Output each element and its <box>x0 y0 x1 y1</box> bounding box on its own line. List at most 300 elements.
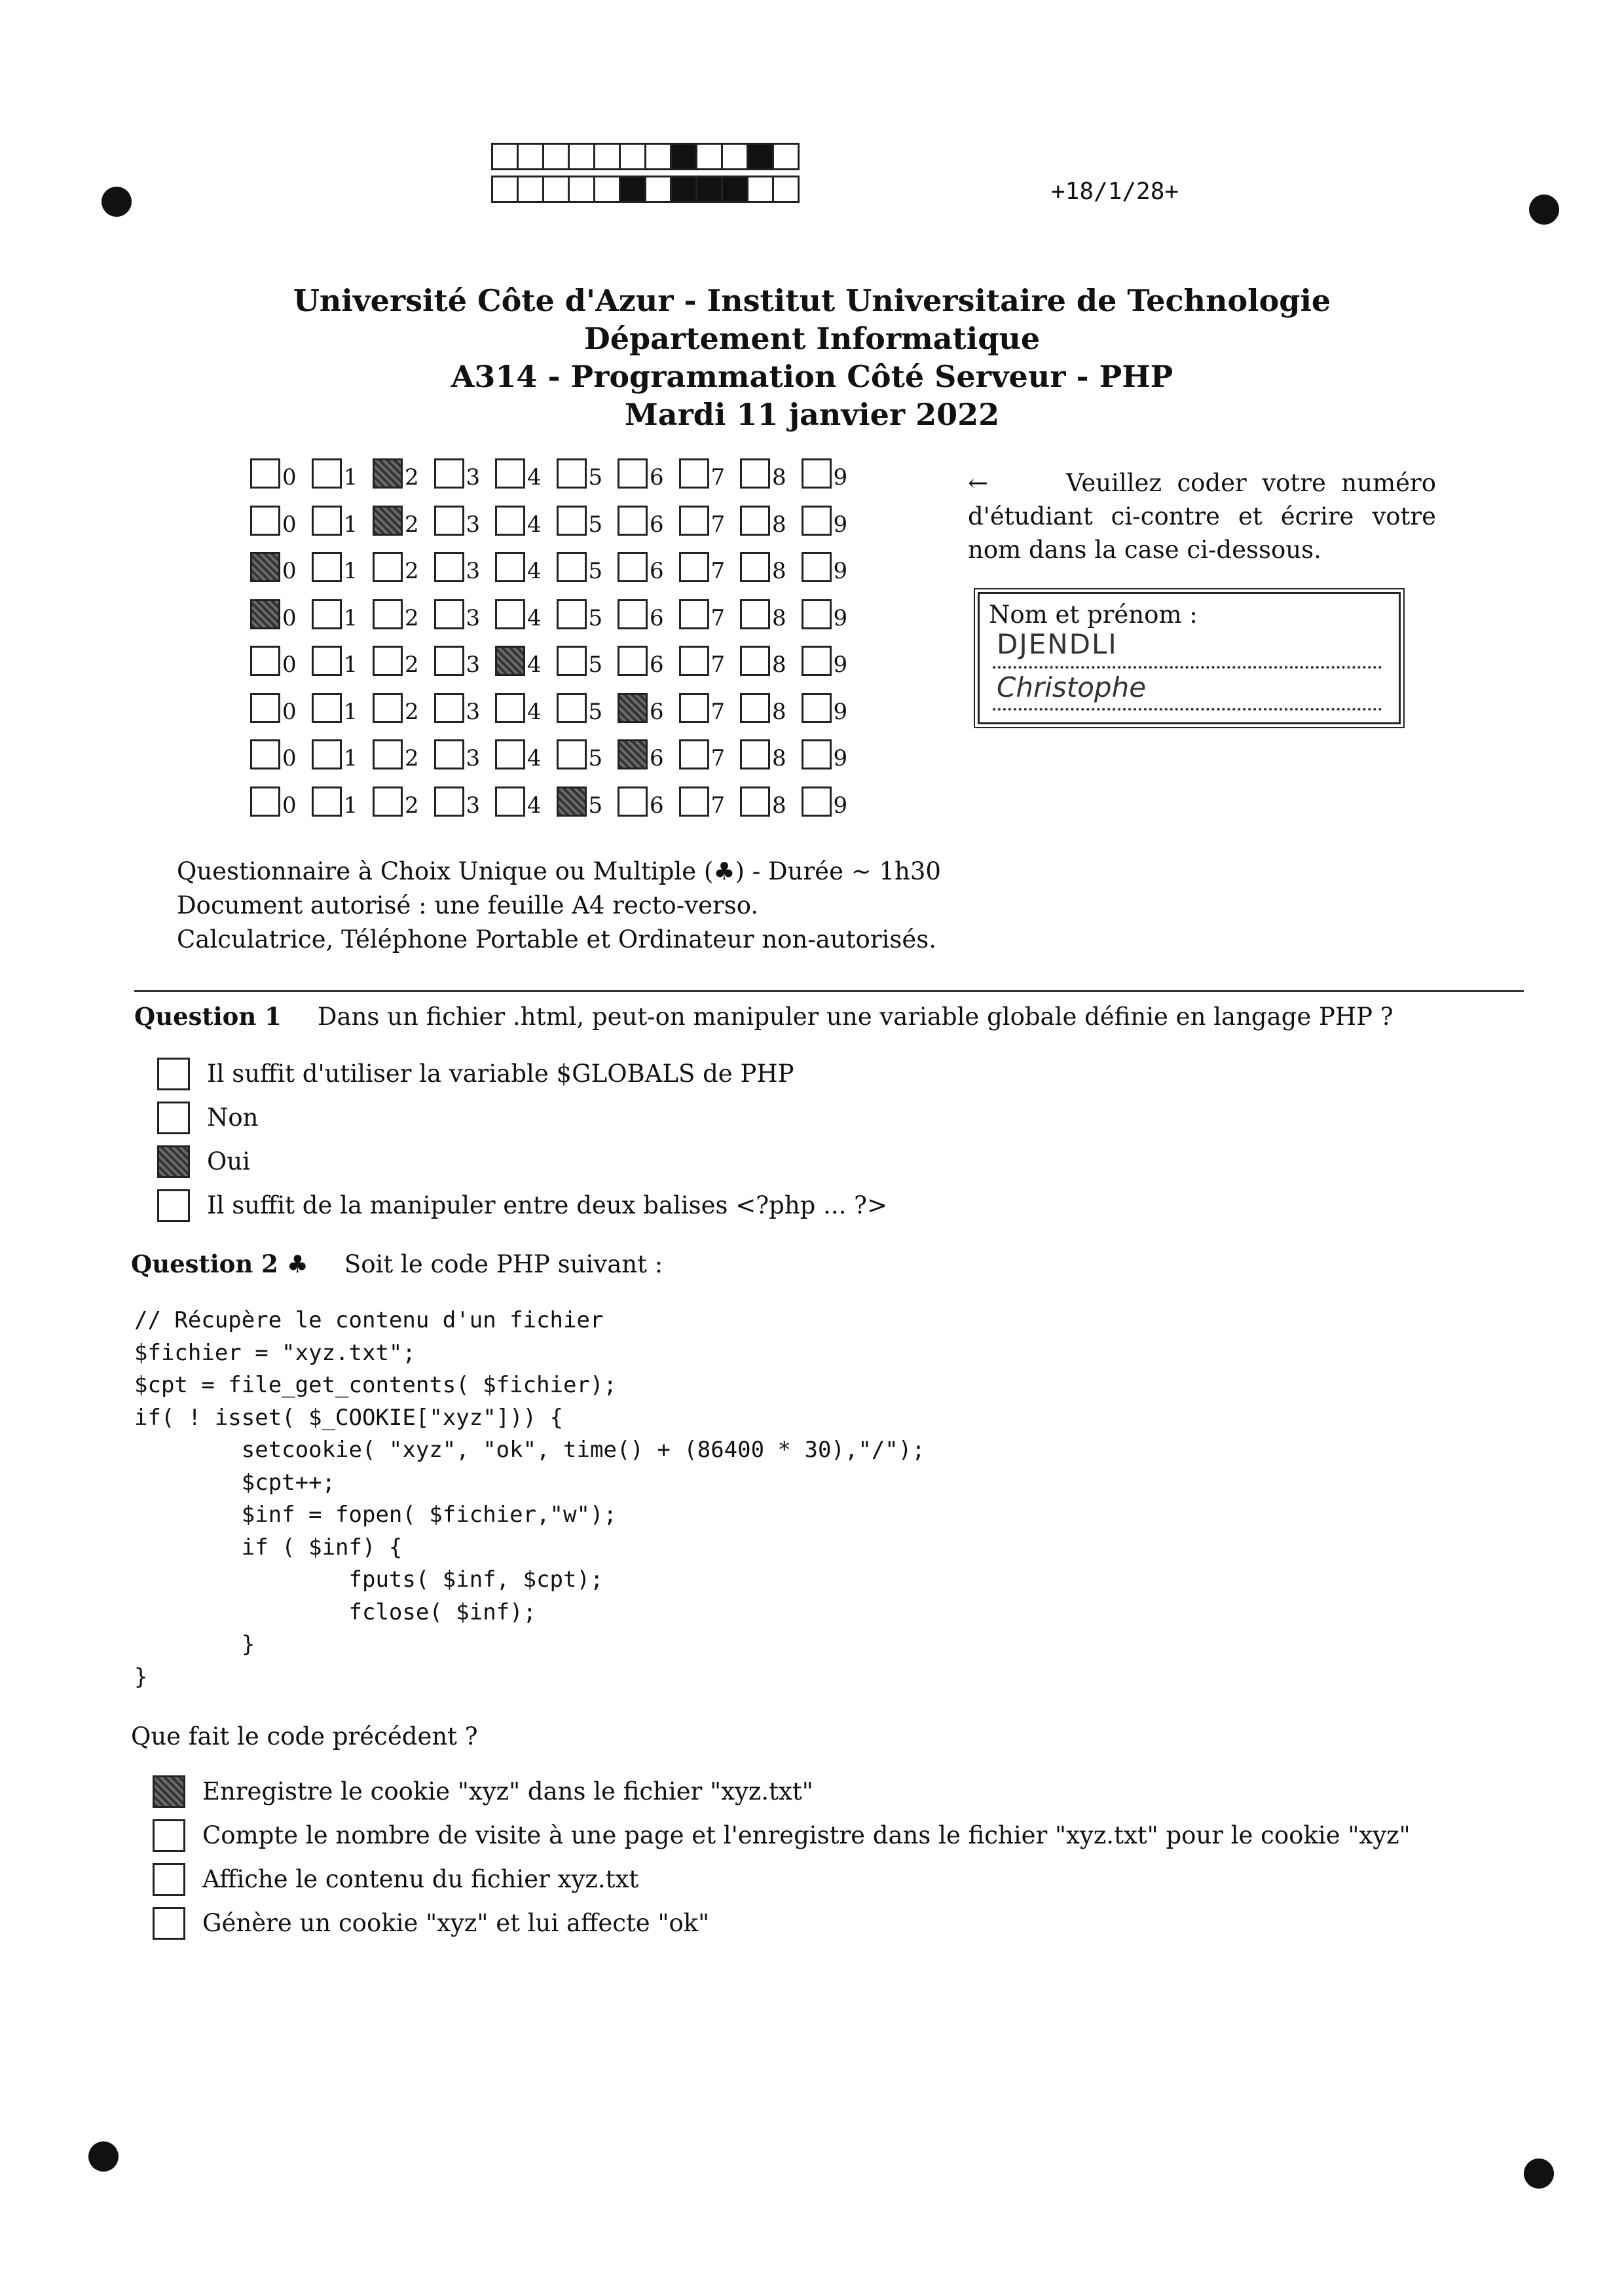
id-digit-label: 2 <box>405 745 419 771</box>
id-digit-cell[interactable] <box>740 599 802 629</box>
id-digit-label: 7 <box>710 464 726 491</box>
id-digit-cell[interactable] <box>740 646 802 676</box>
answer-label: Enregistre le cookie "xyz" dans le fichier "xyz.txt" <box>202 1777 813 1805</box>
id-digit-label: 2 <box>405 652 419 678</box>
id-digit-checkbox[interactable] <box>312 693 342 723</box>
header-course: A314 - Programmation Côté Serveur - PHP <box>451 359 1173 394</box>
answer-checkbox[interactable] <box>157 1102 190 1134</box>
id-digit-checkbox[interactable] <box>312 599 342 629</box>
id-digit-cell[interactable] <box>802 458 863 489</box>
id-digit-checkbox[interactable] <box>618 552 648 582</box>
id-digit-label: 1 <box>343 745 358 771</box>
id-digit-cell[interactable] <box>557 739 618 769</box>
id-digit-label: 7 <box>710 558 726 584</box>
id-digit-checkbox[interactable] <box>679 739 709 769</box>
id-digit-checkbox[interactable] <box>557 693 587 723</box>
id-digit-label: 3 <box>466 745 481 771</box>
question-2-answers <box>153 1769 1411 1945</box>
id-digit-checkbox[interactable] <box>618 646 648 676</box>
id-digit-cell[interactable] <box>802 787 863 817</box>
id-digit-checkbox[interactable] <box>802 599 832 629</box>
id-digit-label: 1 <box>343 792 358 819</box>
id-digit-label: 3 <box>466 792 481 819</box>
id-digit-checkbox[interactable] <box>740 646 770 676</box>
id-digit-label: 7 <box>710 698 726 725</box>
id-digit-label: 4 <box>527 604 542 631</box>
id-digit-checkbox[interactable] <box>679 646 709 676</box>
id-digit-checkbox[interactable] <box>434 739 464 769</box>
handwritten-first-name: Christophe <box>997 671 1147 703</box>
id-digit-cell[interactable] <box>679 787 741 817</box>
id-digit-cell[interactable] <box>373 599 434 629</box>
id-digit-label: 0 <box>282 698 297 725</box>
id-digit-cell[interactable] <box>740 787 802 817</box>
id-digit-label: 9 <box>833 511 848 538</box>
id-digit-checkbox[interactable] <box>250 787 280 817</box>
id-digit-label: 1 <box>343 464 358 491</box>
id-digit-cell[interactable] <box>557 646 618 676</box>
id-digit-label: 2 <box>405 464 419 491</box>
id-digit-checkbox[interactable] <box>557 739 587 769</box>
id-digit-label: 5 <box>588 745 603 771</box>
student-id-grid <box>250 458 862 833</box>
question-2-answer-2[interactable] <box>153 1813 1411 1857</box>
id-digit-checkbox[interactable] <box>495 599 525 629</box>
php-code-block: // Récupère le contenu d'un fichier $fichier = "xyz.txt"; $cpt = file_get_contents( $fichier); if( ! isset( $_COOKIE["xyz"])) { setcookie( "xyz", "ok", time() + (86400 * 30),"/"); $cpt++; $inf = fopen( $fichier,"w"); if ( $inf) { fputs( $inf, $cpt); fclose( $inf); } } <box>134 1307 925 1690</box>
id-digit-label: 1 <box>343 558 358 584</box>
id-digit-label: 4 <box>527 745 542 771</box>
id-digit-checkbox[interactable] <box>373 787 403 817</box>
id-digit-checkbox[interactable] <box>495 506 525 536</box>
id-digit-checkbox-filled[interactable] <box>557 787 587 817</box>
id-digit-cell[interactable] <box>557 787 618 817</box>
id-digit-checkbox[interactable] <box>802 458 832 489</box>
id-digit-cell[interactable] <box>740 458 802 489</box>
id-digit-checkbox[interactable] <box>740 506 770 536</box>
exam-info-line-1: Questionnaire à Choix Unique ou Multiple (♣) - Durée ∼ 1h30 <box>177 857 941 885</box>
registration-mark-bottom-right <box>1524 2158 1554 2189</box>
id-digit-checkbox[interactable] <box>495 787 525 817</box>
header-department: Département Informatique <box>583 321 1041 356</box>
id-digit-checkbox[interactable] <box>557 552 587 582</box>
id-digit-checkbox[interactable] <box>802 693 832 723</box>
id-grid-row <box>250 646 862 693</box>
id-digit-checkbox[interactable] <box>250 506 280 536</box>
id-digit-label: 9 <box>833 604 848 631</box>
id-digit-label: 4 <box>527 698 542 725</box>
question-2-prompt: Que fait le code précédent ? <box>131 1722 478 1750</box>
id-digit-checkbox[interactable] <box>434 646 464 676</box>
handwritten-last-name: DJENDLI <box>997 628 1118 660</box>
id-digit-checkbox[interactable] <box>740 739 770 769</box>
id-digit-label: 2 <box>405 698 419 725</box>
id-digit-checkbox[interactable] <box>495 552 525 582</box>
id-digit-cell[interactable] <box>495 506 557 536</box>
id-digit-cell[interactable] <box>250 787 312 817</box>
id-digit-cell[interactable] <box>312 739 373 769</box>
id-digit-cell[interactable] <box>557 458 618 489</box>
answer-checkbox-checked[interactable] <box>157 1145 190 1178</box>
registration-mark-top-right <box>1529 194 1559 225</box>
id-digit-label: 8 <box>772 652 786 678</box>
id-grid-row <box>250 739 862 787</box>
id-digit-checkbox[interactable] <box>618 787 648 817</box>
id-digit-checkbox[interactable] <box>679 552 709 582</box>
id-digit-cell[interactable] <box>557 599 618 629</box>
answer-label: Compte le nombre de visite à une page et l'enregistre dans le fichier "xyz.txt" pour le cookie "xyz" <box>202 1821 1411 1849</box>
name-box[interactable] <box>978 592 1401 724</box>
id-digit-checkbox-filled[interactable] <box>250 599 280 629</box>
question-1-answer-3[interactable] <box>157 1139 887 1183</box>
id-digit-checkbox-filled[interactable] <box>250 552 280 582</box>
id-digit-checkbox-filled[interactable] <box>373 506 403 536</box>
id-digit-cell[interactable] <box>312 552 373 582</box>
id-digit-checkbox-filled[interactable] <box>618 693 648 723</box>
id-digit-checkbox[interactable] <box>495 458 525 489</box>
id-digit-cell[interactable] <box>618 693 679 723</box>
id-digit-label: 3 <box>466 511 481 538</box>
id-digit-label: 8 <box>772 745 786 771</box>
id-digit-cell[interactable] <box>434 458 496 489</box>
question-1-number: Question 1 <box>134 1002 282 1031</box>
answer-checkbox[interactable] <box>153 1863 185 1896</box>
answer-label: Il suffit de la manipuler entre deux balises <?php ... ?> <box>207 1191 887 1219</box>
id-digit-label: 1 <box>343 698 358 725</box>
id-digit-checkbox[interactable] <box>495 693 525 723</box>
id-digit-cell[interactable] <box>434 693 496 723</box>
id-digit-label: 0 <box>282 792 297 819</box>
id-digit-cell[interactable] <box>250 693 312 723</box>
scan-barcode-bottom <box>491 176 798 203</box>
exam-info <box>177 855 941 957</box>
id-digit-label: 5 <box>588 698 603 725</box>
id-digit-label: 6 <box>650 558 664 584</box>
id-digit-cell[interactable] <box>434 787 496 817</box>
id-digit-cell[interactable] <box>802 552 863 582</box>
answer-checkbox-checked[interactable] <box>153 1775 185 1808</box>
id-digit-checkbox[interactable] <box>679 506 709 536</box>
separator-line <box>134 990 1524 992</box>
id-digit-cell[interactable] <box>618 458 679 489</box>
question-1-answer-2[interactable] <box>157 1096 887 1139</box>
id-digit-cell[interactable] <box>434 506 496 536</box>
id-digit-cell[interactable] <box>373 458 434 489</box>
id-digit-label: 6 <box>650 652 664 678</box>
id-digit-cell[interactable] <box>373 506 434 536</box>
header-university: Université Côte d'Azur - Institut Universitaire de Technologie <box>293 283 1331 318</box>
id-digit-label: 6 <box>650 745 664 771</box>
id-digit-cell[interactable] <box>802 646 863 676</box>
id-digit-checkbox[interactable] <box>434 693 464 723</box>
id-digit-checkbox[interactable] <box>312 552 342 582</box>
id-digit-cell[interactable] <box>557 506 618 536</box>
id-digit-checkbox[interactable] <box>557 599 587 629</box>
question-2-answer-4[interactable] <box>153 1901 1411 1945</box>
id-grid-row <box>250 693 862 740</box>
id-digit-checkbox[interactable] <box>679 693 709 723</box>
id-digit-cell[interactable] <box>434 739 496 769</box>
id-digit-label: 5 <box>588 792 603 819</box>
id-digit-cell[interactable] <box>373 552 434 582</box>
id-digit-cell[interactable] <box>373 787 434 817</box>
id-digit-cell[interactable] <box>312 506 373 536</box>
question-1-answer-1[interactable] <box>157 1052 887 1096</box>
id-digit-checkbox[interactable] <box>373 599 403 629</box>
answer-label: Affiche le contenu du fichier xyz.txt <box>202 1865 639 1893</box>
id-digit-cell[interactable] <box>495 739 557 769</box>
id-digit-label: 0 <box>282 745 297 771</box>
id-digit-cell[interactable] <box>618 552 679 582</box>
id-digit-label: 9 <box>833 652 848 678</box>
question-2-text: Soit le code PHP suivant : <box>344 1250 663 1278</box>
id-digit-checkbox[interactable] <box>740 599 770 629</box>
answer-label: Non <box>207 1103 259 1132</box>
id-digit-checkbox[interactable] <box>312 506 342 536</box>
id-digit-label: 7 <box>710 652 726 678</box>
id-digit-cell[interactable] <box>495 552 557 582</box>
id-digit-checkbox[interactable] <box>802 646 832 676</box>
id-digit-checkbox[interactable] <box>495 739 525 769</box>
id-digit-checkbox[interactable] <box>373 646 403 676</box>
id-digit-checkbox[interactable] <box>740 787 770 817</box>
id-digit-cell[interactable] <box>495 599 557 629</box>
question-2-answer-3[interactable] <box>153 1857 1411 1901</box>
id-digit-cell[interactable] <box>312 458 373 489</box>
id-digit-cell[interactable] <box>679 506 741 536</box>
id-digit-checkbox[interactable] <box>434 787 464 817</box>
header-date: Mardi 11 janvier 2022 <box>624 397 1000 432</box>
id-digit-label: 8 <box>772 464 786 491</box>
name-label: Nom et prénom : <box>989 601 1198 629</box>
registration-mark-bottom-left <box>88 2141 119 2172</box>
id-digit-checkbox[interactable] <box>679 787 709 817</box>
id-digit-label: 4 <box>527 464 542 491</box>
id-digit-checkbox[interactable] <box>802 506 832 536</box>
id-digit-checkbox[interactable] <box>679 458 709 489</box>
id-grid-row <box>250 506 862 553</box>
id-digit-checkbox[interactable] <box>312 458 342 489</box>
answer-checkbox[interactable] <box>157 1058 190 1090</box>
id-digit-cell[interactable] <box>250 599 312 629</box>
id-digit-cell[interactable] <box>679 646 741 676</box>
id-grid-row <box>250 458 862 506</box>
id-digit-cell[interactable] <box>434 646 496 676</box>
id-digit-label: 0 <box>282 652 297 678</box>
id-digit-cell[interactable] <box>740 506 802 536</box>
id-instructions <box>968 466 1436 566</box>
id-digit-cell[interactable] <box>679 458 741 489</box>
id-digit-label: 5 <box>588 652 603 678</box>
id-digit-checkbox[interactable] <box>802 739 832 769</box>
id-digit-checkbox[interactable] <box>250 693 280 723</box>
id-digit-cell[interactable] <box>250 646 312 676</box>
id-digit-cell[interactable] <box>250 739 312 769</box>
id-digit-cell[interactable] <box>495 458 557 489</box>
id-digit-cell[interactable] <box>802 506 863 536</box>
id-digit-label: 3 <box>466 652 481 678</box>
id-digit-cell[interactable] <box>802 599 863 629</box>
instructions-text: Veuillez coder votre numéro d'étudiant ci-contre et écrire votre nom dans la case ci-dessous. <box>968 469 1436 564</box>
id-digit-cell[interactable] <box>802 693 863 723</box>
id-digit-checkbox[interactable] <box>740 458 770 489</box>
exam-header <box>0 282 1624 434</box>
id-digit-label: 6 <box>650 792 664 819</box>
id-digit-cell[interactable] <box>312 599 373 629</box>
id-digit-checkbox[interactable] <box>802 552 832 582</box>
id-digit-cell[interactable] <box>557 693 618 723</box>
answer-checkbox[interactable] <box>157 1189 190 1222</box>
id-digit-checkbox[interactable] <box>250 458 280 489</box>
id-digit-label: 0 <box>282 604 297 631</box>
id-digit-cell[interactable] <box>740 739 802 769</box>
id-digit-cell[interactable] <box>495 787 557 817</box>
question-1-answer-4[interactable] <box>157 1183 887 1227</box>
id-digit-cell[interactable] <box>740 693 802 723</box>
id-digit-label: 9 <box>833 698 848 725</box>
id-digit-cell[interactable] <box>679 552 741 582</box>
id-digit-checkbox[interactable] <box>373 693 403 723</box>
id-digit-cell[interactable] <box>679 693 741 723</box>
id-digit-label: 5 <box>588 511 603 538</box>
exam-info-line-2: Document autorisé : une feuille A4 recto-verso. <box>177 891 759 919</box>
id-digit-checkbox[interactable] <box>434 506 464 536</box>
id-digit-checkbox-filled[interactable] <box>495 646 525 676</box>
exam-info-line-3: Calculatrice, Téléphone Portable et Ordinateur non-autorisés. <box>177 925 936 954</box>
id-digit-checkbox[interactable] <box>557 506 587 536</box>
id-digit-checkbox[interactable] <box>618 506 648 536</box>
id-digit-cell[interactable] <box>740 552 802 582</box>
id-digit-cell[interactable] <box>618 787 679 817</box>
id-digit-checkbox[interactable] <box>373 552 403 582</box>
id-grid-row <box>250 599 862 646</box>
id-digit-cell[interactable] <box>434 599 496 629</box>
id-digit-label: 9 <box>833 464 848 491</box>
id-grid-row <box>250 787 862 834</box>
id-digit-label: 3 <box>466 464 481 491</box>
id-digit-label: 2 <box>405 558 419 584</box>
id-digit-checkbox[interactable] <box>434 458 464 489</box>
question-2-answer-1[interactable] <box>153 1769 1411 1813</box>
id-digit-label: 6 <box>650 511 664 538</box>
left-arrow-icon: ← <box>968 469 989 497</box>
id-digit-label: 1 <box>343 604 358 631</box>
id-digit-label: 4 <box>527 558 542 584</box>
id-digit-checkbox[interactable] <box>434 552 464 582</box>
id-digit-cell[interactable] <box>679 599 741 629</box>
id-digit-label: 6 <box>650 604 664 631</box>
id-digit-cell[interactable] <box>434 552 496 582</box>
registration-mark-top-left <box>101 187 132 217</box>
id-digit-cell[interactable] <box>373 646 434 676</box>
question-2-title <box>131 1250 663 1278</box>
id-digit-checkbox[interactable] <box>312 787 342 817</box>
id-digit-checkbox[interactable] <box>740 552 770 582</box>
id-digit-label: 9 <box>833 558 848 584</box>
id-digit-cell[interactable] <box>312 787 373 817</box>
id-digit-cell[interactable] <box>250 552 312 582</box>
id-digit-checkbox[interactable] <box>373 739 403 769</box>
id-digit-label: 3 <box>466 698 481 725</box>
id-digit-cell[interactable] <box>250 506 312 536</box>
id-digit-cell[interactable] <box>495 646 557 676</box>
id-digit-cell[interactable] <box>802 739 863 769</box>
id-digit-cell[interactable] <box>250 458 312 489</box>
id-digit-label: 0 <box>282 558 297 584</box>
id-digit-label: 3 <box>466 558 481 584</box>
id-digit-label: 9 <box>833 745 848 771</box>
id-digit-checkbox-filled[interactable] <box>373 458 403 489</box>
id-digit-cell[interactable] <box>495 693 557 723</box>
id-digit-label: 8 <box>772 558 786 584</box>
question-2-number: Question 2 ♣ <box>131 1250 308 1278</box>
id-digit-checkbox[interactable] <box>312 739 342 769</box>
id-digit-cell[interactable] <box>373 739 434 769</box>
answer-checkbox[interactable] <box>153 1819 185 1852</box>
id-digit-label: 2 <box>405 511 419 538</box>
id-digit-checkbox[interactable] <box>618 458 648 489</box>
id-digit-checkbox[interactable] <box>802 787 832 817</box>
id-digit-cell[interactable] <box>618 739 679 769</box>
question-1-title <box>134 1002 1393 1031</box>
id-digit-label: 4 <box>527 652 542 678</box>
id-digit-label: 9 <box>833 792 848 819</box>
id-digit-cell[interactable] <box>373 693 434 723</box>
id-digit-label: 5 <box>588 558 603 584</box>
answer-label: Génère un cookie "xyz" et lui affecte "ok" <box>202 1909 710 1937</box>
answer-label: Il suffit d'utiliser la variable $GLOBALS de PHP <box>207 1060 794 1088</box>
id-digit-cell[interactable] <box>679 739 741 769</box>
id-digit-label: 5 <box>588 464 603 491</box>
id-digit-label: 8 <box>772 604 786 631</box>
id-digit-label: 4 <box>527 511 542 538</box>
id-digit-cell[interactable] <box>557 552 618 582</box>
id-digit-checkbox[interactable] <box>434 599 464 629</box>
id-digit-checkbox[interactable] <box>740 693 770 723</box>
id-digit-label: 4 <box>527 792 542 819</box>
id-digit-label: 6 <box>650 464 664 491</box>
id-digit-label: 6 <box>650 698 664 725</box>
id-digit-label: 0 <box>282 511 297 538</box>
id-digit-cell[interactable] <box>312 693 373 723</box>
id-digit-checkbox-filled[interactable] <box>618 739 648 769</box>
id-digit-label: 2 <box>405 604 419 631</box>
id-digit-checkbox[interactable] <box>618 599 648 629</box>
id-digit-cell[interactable] <box>618 599 679 629</box>
id-grid-row <box>250 552 862 599</box>
id-digit-cell[interactable] <box>312 646 373 676</box>
id-digit-checkbox[interactable] <box>250 646 280 676</box>
id-digit-checkbox[interactable] <box>679 599 709 629</box>
id-digit-cell[interactable] <box>618 646 679 676</box>
id-digit-label: 7 <box>710 745 726 771</box>
id-digit-checkbox[interactable] <box>557 646 587 676</box>
id-digit-label: 7 <box>710 511 726 538</box>
id-digit-label: 5 <box>588 604 603 631</box>
id-digit-label: 8 <box>772 511 786 538</box>
name-dotted-line-2 <box>993 708 1382 711</box>
id-digit-label: 3 <box>466 604 481 631</box>
id-digit-label: 8 <box>772 698 786 725</box>
id-digit-checkbox[interactable] <box>250 739 280 769</box>
id-digit-checkbox[interactable] <box>557 458 587 489</box>
question-1-text: Dans un fichier .html, peut-on manipuler une variable globale définie en langage PHP ? <box>317 1003 1393 1031</box>
id-digit-label: 2 <box>405 792 419 819</box>
answer-checkbox[interactable] <box>153 1907 185 1940</box>
id-digit-cell[interactable] <box>618 506 679 536</box>
id-digit-label: 8 <box>772 792 786 819</box>
id-digit-checkbox[interactable] <box>312 646 342 676</box>
scan-barcode-top <box>491 143 798 170</box>
